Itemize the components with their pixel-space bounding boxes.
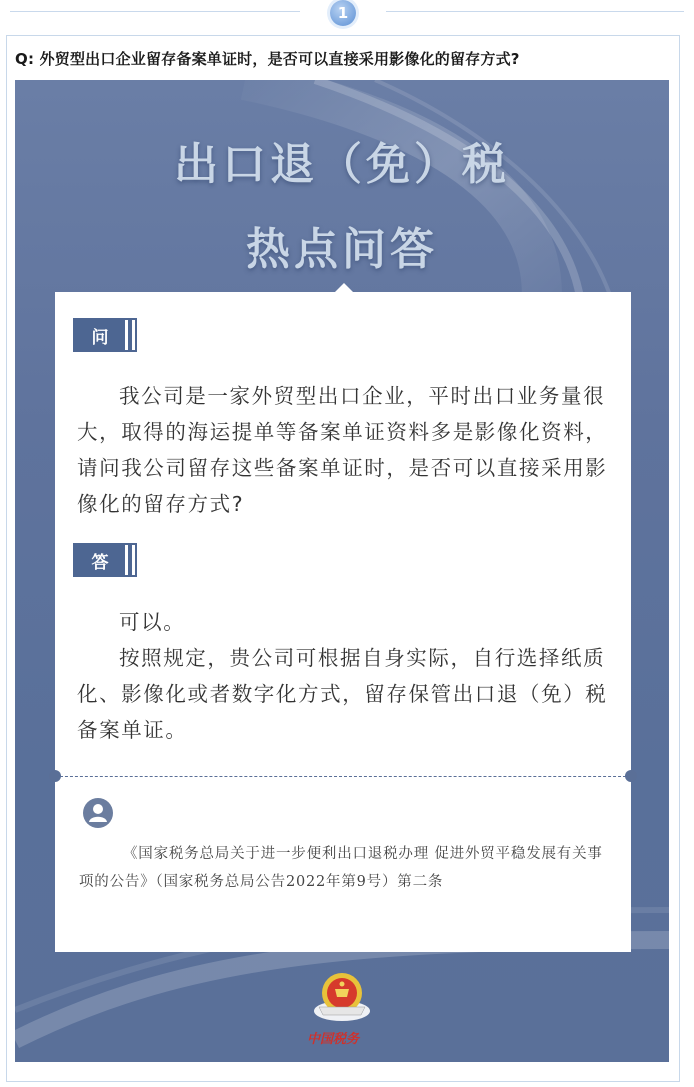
- answer-text: 按照规定，贵公司可根据自身实际，自行选择纸质化、影像化或者数字化方式，留存保管出口退（免）税备案单证。: [77, 646, 608, 742]
- header-divider-left: [10, 11, 300, 12]
- person-icon: [83, 798, 113, 828]
- question-tag: 问: [75, 320, 135, 350]
- card-notch: [335, 283, 353, 292]
- tax-emblem-icon: [305, 967, 379, 1027]
- section-number-badge: 1: [330, 0, 356, 26]
- emblem-caption: 中国税务: [306, 1032, 359, 1047]
- qa-card: [55, 292, 631, 952]
- header-divider-right: [386, 11, 684, 12]
- card-dashed-divider: [55, 776, 631, 777]
- answer-tag: 答: [75, 545, 135, 575]
- question-heading: Q: 外贸型出口企业留存备案单证时，是否可以直接采用影像化的留存方式?: [15, 50, 520, 68]
- poster-title-line1: 出口退（免）税: [174, 139, 510, 190]
- qa-poster: [15, 80, 669, 1062]
- question-text: 我公司是一家外贸型出口企业，平时出口业务量很大，取得的海运提单等备案单证资料多是影像化资料，请问我公司留存这些备案单证时，是否可以直接采用影像化的留存方式?: [77, 384, 608, 516]
- divider-dot-right: [625, 770, 637, 782]
- divider-dot-left: [49, 770, 61, 782]
- poster-title-line2: 热点问答: [246, 224, 438, 275]
- answer-short: 可以。: [119, 610, 186, 634]
- source-citation: 《国家税务总局关于进一步便利出口退税办理 促进外贸平稳发展有关事项的公告》（国家税务总局公告2022年第9号）第二条: [79, 846, 603, 890]
